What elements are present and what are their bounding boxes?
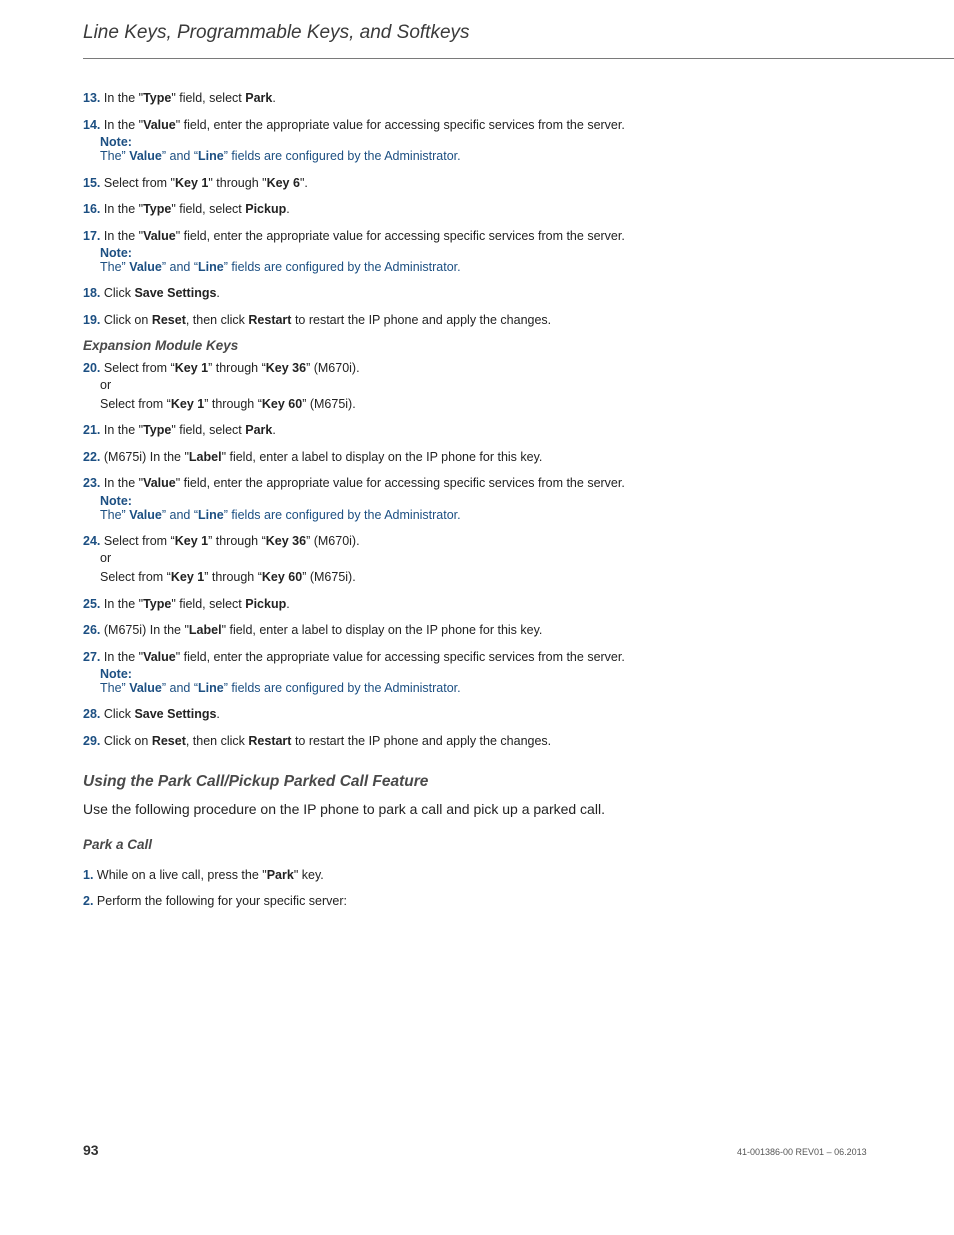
step-text: ” through “	[208, 361, 266, 375]
step-number: 26.	[83, 623, 101, 637]
step-text: In the "	[103, 229, 144, 243]
note-text	[100, 508, 461, 523]
step-text: , then click	[185, 313, 249, 327]
note-label: Note:	[100, 494, 132, 508]
note-bold: Line	[198, 260, 224, 274]
step-number: 13.	[83, 91, 101, 105]
page-number: 93	[83, 1142, 99, 1158]
step-20-alt	[100, 397, 356, 412]
step-bold: Reset	[151, 734, 186, 748]
step-number: 2.	[83, 894, 94, 908]
section-heading: Using the Park Call/Pickup Parked Call Feature	[83, 773, 429, 790]
step-bold: Type	[143, 202, 172, 216]
step-29	[83, 734, 551, 749]
step-bold: Key 36	[265, 361, 307, 375]
note-part: The”	[100, 260, 130, 274]
step-text: " field, select	[171, 91, 246, 105]
step-14	[83, 118, 625, 133]
step-text: (M675i) In the "	[103, 623, 189, 637]
step-text: Click	[103, 707, 135, 721]
step-23	[83, 476, 625, 491]
step-text: .	[216, 286, 220, 300]
step-number: 21.	[83, 423, 101, 437]
step-text: " field, select	[171, 202, 246, 216]
note-part: ” fields are configured by the Administrator.	[223, 149, 461, 163]
step-number: 1.	[83, 868, 94, 882]
step-bold: Park	[266, 868, 294, 882]
step-bold: Key 60	[261, 397, 303, 411]
step-bold: Key 1	[174, 361, 209, 375]
note-text	[100, 681, 461, 696]
note-label: Note:	[100, 246, 132, 260]
header-divider	[83, 58, 954, 59]
step-text: to restart the IP phone and apply the changes.	[291, 734, 552, 748]
document-id: 41-001386-00 REV01 – 06.2013	[737, 1147, 867, 1157]
note-text	[100, 260, 461, 275]
step-text: " through "	[208, 176, 267, 190]
note-part: ” and “	[161, 508, 198, 522]
step-text: Select from “	[103, 361, 175, 375]
step-number: 25.	[83, 597, 101, 611]
step-text: Perform the following for your specific server:	[96, 894, 348, 908]
step-24-alt	[100, 570, 356, 585]
step-bold: Value	[143, 650, 176, 664]
step-number: 27.	[83, 650, 101, 664]
note-part: ” fields are configured by the Administrator.	[223, 508, 461, 522]
note-label: Note:	[100, 667, 132, 681]
step-text: In the "	[103, 91, 144, 105]
expansion-module-heading: Expansion Module Keys	[83, 338, 239, 353]
or-text: or	[100, 378, 112, 392]
step-number: 18.	[83, 286, 101, 300]
park-step-1	[83, 868, 324, 883]
step-text: (M675i) In the "	[103, 450, 189, 464]
note-bold: Line	[198, 149, 224, 163]
note-part: The”	[100, 508, 130, 522]
note-text	[100, 149, 461, 164]
step-bold: Type	[143, 597, 172, 611]
step-text: " field, enter the appropriate value for accessing specific services from the server.	[175, 476, 625, 490]
section-intro: Use the following procedure on the IP phone to park a call and pick up a parked call.	[83, 801, 605, 817]
step-text: Click on	[103, 734, 152, 748]
step-bold: Reset	[151, 313, 186, 327]
note-part: ” and “	[161, 260, 198, 274]
step-bold: Park	[245, 91, 273, 105]
step-bold: Type	[143, 423, 172, 437]
step-text: ” through “	[204, 397, 262, 411]
step-text: In the "	[103, 476, 144, 490]
step-text: " field, enter a label to display on the IP phone for this key.	[221, 450, 543, 464]
note-bold: Value	[129, 681, 162, 695]
step-bold: Restart	[248, 313, 292, 327]
step-25	[83, 597, 290, 612]
step-text: In the "	[103, 202, 144, 216]
step-number: 19.	[83, 313, 101, 327]
step-number: 29.	[83, 734, 101, 748]
step-18	[83, 286, 220, 301]
or-text: or	[100, 551, 112, 565]
step-text: Select from "	[103, 176, 175, 190]
step-text: .	[272, 423, 276, 437]
step-17	[83, 229, 625, 244]
step-number: 17.	[83, 229, 101, 243]
park-a-call-heading: Park a Call	[83, 837, 153, 852]
step-bold: Key 1	[170, 397, 205, 411]
note-bold: Line	[198, 508, 224, 522]
note-label: Note:	[100, 135, 132, 149]
step-text: " field, select	[171, 423, 246, 437]
step-15	[83, 176, 308, 191]
step-bold: Restart	[248, 734, 292, 748]
step-text: .	[272, 91, 276, 105]
step-bold: Key 36	[265, 534, 307, 548]
step-text: " key.	[293, 868, 324, 882]
step-bold: Type	[143, 91, 172, 105]
step-text: In the "	[103, 423, 144, 437]
step-26	[83, 623, 542, 638]
step-text: " field, enter the appropriate value for accessing specific services from the server.	[175, 650, 625, 664]
step-text: Select from “	[103, 534, 175, 548]
step-bold: Key 6	[266, 176, 300, 190]
step-text: Click	[103, 286, 135, 300]
step-bold: Key 1	[174, 534, 209, 548]
note-bold: Line	[198, 681, 224, 695]
step-text: Click on	[103, 313, 152, 327]
step-text: ” through “	[204, 570, 262, 584]
step-number: 20.	[83, 361, 101, 375]
step-text: ” (M675i).	[302, 397, 356, 411]
step-bold: Save Settings	[134, 286, 217, 300]
step-bold: Key 1	[170, 570, 205, 584]
step-text: In the "	[103, 118, 144, 132]
step-bold: Pickup	[245, 597, 287, 611]
step-bold: Label	[188, 450, 222, 464]
step-13	[83, 91, 276, 106]
step-bold: Pickup	[245, 202, 287, 216]
step-24	[83, 534, 360, 549]
step-bold: Label	[188, 623, 222, 637]
park-step-2	[83, 894, 347, 909]
note-part: The”	[100, 149, 130, 163]
step-text: In the "	[103, 597, 144, 611]
step-text: ".	[299, 176, 308, 190]
step-bold: Park	[245, 423, 273, 437]
step-text: to restart the IP phone and apply the changes.	[291, 313, 552, 327]
step-19	[83, 313, 551, 328]
step-bold: Key 1	[175, 176, 209, 190]
note-part: ” fields are configured by the Administrator.	[223, 681, 461, 695]
step-22	[83, 450, 542, 465]
step-text: While on a live call, press the "	[96, 868, 267, 882]
step-text: .	[286, 597, 290, 611]
step-bold: Value	[143, 229, 176, 243]
step-28	[83, 707, 220, 722]
step-text: ” through “	[208, 534, 266, 548]
note-bold: Value	[129, 260, 162, 274]
step-bold: Save Settings	[134, 707, 217, 721]
step-27	[83, 650, 625, 665]
step-bold: Key 60	[261, 570, 303, 584]
note-part: ” and “	[161, 149, 198, 163]
note-part: ” and “	[161, 681, 198, 695]
step-number: 16.	[83, 202, 101, 216]
step-bold: Value	[143, 118, 176, 132]
step-text: ” (M670i).	[306, 361, 360, 375]
step-text: Select from “	[100, 570, 171, 584]
step-number: 24.	[83, 534, 101, 548]
note-bold: Value	[129, 149, 162, 163]
step-text: " field, enter the appropriate value for accessing specific services from the server.	[175, 118, 625, 132]
step-text: .	[216, 707, 220, 721]
step-number: 14.	[83, 118, 101, 132]
step-16	[83, 202, 290, 217]
step-text: ” (M670i).	[306, 534, 360, 548]
step-text: " field, enter a label to display on the IP phone for this key.	[221, 623, 543, 637]
step-number: 15.	[83, 176, 101, 190]
step-text: , then click	[185, 734, 249, 748]
step-text: Select from “	[100, 397, 171, 411]
step-text: ” (M675i).	[302, 570, 356, 584]
note-part: The”	[100, 681, 130, 695]
step-20	[83, 361, 360, 376]
step-text: " field, select	[171, 597, 246, 611]
step-number: 28.	[83, 707, 101, 721]
step-text: In the "	[103, 650, 144, 664]
page-header-title: Line Keys, Programmable Keys, and Softkeys	[83, 22, 470, 43]
step-number: 23.	[83, 476, 101, 490]
step-number: 22.	[83, 450, 101, 464]
note-bold: Value	[129, 508, 162, 522]
step-21	[83, 423, 276, 438]
step-bold: Value	[143, 476, 176, 490]
step-text: .	[286, 202, 290, 216]
note-part: ” fields are configured by the Administrator.	[223, 260, 461, 274]
step-text: " field, enter the appropriate value for accessing specific services from the server.	[175, 229, 625, 243]
